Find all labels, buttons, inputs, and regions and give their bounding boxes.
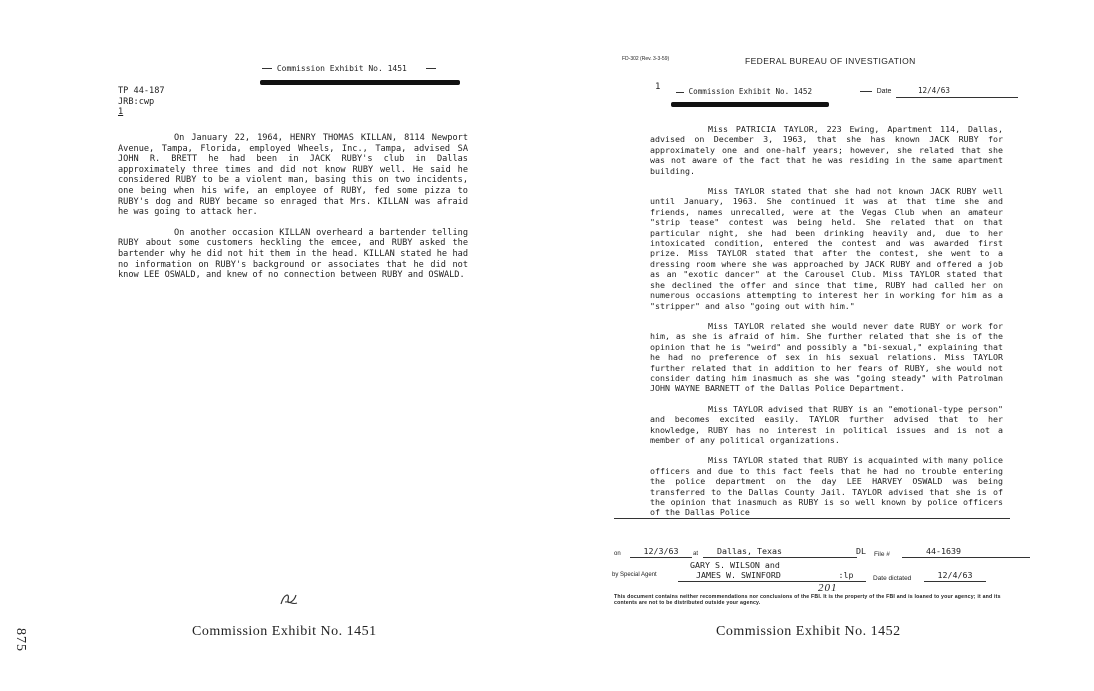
footer-agents-line2 <box>678 570 836 582</box>
handwritten-mark-icon <box>278 590 300 608</box>
date-value: 12/4/63 <box>896 86 1018 98</box>
left-exhibit-header <box>262 64 462 75</box>
right-paragraph: Miss TAYLOR stated that RUBY is acquainted with many police officers and due to this fact feels that he had no trouble entering the police department on the day LEE HARVEY OSWALD was being transferred to the Dallas County Jail. TAYLOR advised that she is of the opinion that inasmuch as RUBY is so well known by police officers of the Dallas Police <box>650 455 1003 518</box>
file-line: 1 <box>118 107 124 118</box>
footer-file-number: 44-1639 <box>902 546 1030 558</box>
footer-on-date: 12/3/63 <box>630 546 692 558</box>
right-exhibit-header-text: Commission Exhibit No. 1452 <box>688 87 813 96</box>
date-label: Date <box>876 88 892 95</box>
right-header-bar <box>671 102 829 107</box>
footer-agents-line1: GARY S. WILSON and <box>690 560 780 570</box>
footer-at-label: at <box>693 551 699 557</box>
footer-on-label: on <box>614 551 621 557</box>
right-caption: Commission Exhibit No. 1452 <box>716 624 901 639</box>
right-paragraph: Miss TAYLOR stated that she had not known JACK RUBY well until January, 1963. She continued it was at that time she and friends, names unrecalled, were at the Vegas Club when an amateur "strip tease" contest was being held. She related that on that particular night, she had been drinking heavily and, due to her intoxicated condition, entered the contest and was awarded first prize. Miss TAYLOR stated that after the contest, she went to a dressing room where she was approached by JACK RUBY and offered a job as an "exotic dancer" at the Carousel Club. Miss TAYLOR stated that she declined the offer and since that time, RUBY had called her on numerous occasions attempting to interest her in working for him as a "stripper" and also "going out with him." <box>650 186 1003 311</box>
footer-initials: :lp <box>826 570 866 582</box>
right-page-number: 1 <box>655 82 661 92</box>
footer-dictated-value: 12/4/63 <box>924 570 986 582</box>
right-paragraph: Miss TAYLOR advised that RUBY is an "emotional-type person" and becomes excited easily. TAYLOR further advised that to her knowledge, RUBY has no interest in political issues and is not a member of any political organizations. <box>650 403 1003 445</box>
left-paragraph: On another occasion KILLAN overheard a bartender telling RUBY about some customers heckling the emcee, and RUBY asked the bartender why he did not hit them in the head. KILLAN stated he had no information on RUBY's background or associates that he did not know LEE OSWALD, and knew of no connection between RUBY and OSWALD. <box>118 227 468 281</box>
form-number: FD-302 (Rev. 3-3-59) <box>622 56 670 62</box>
footer-location: Dallas, Texas <box>703 546 857 558</box>
right-body <box>650 124 1003 528</box>
side-page-number: 875 <box>13 628 28 652</box>
handwritten-number: 201 <box>818 582 838 594</box>
footer-agent-label: by Special Agent <box>612 572 657 578</box>
left-header-bar <box>260 80 460 85</box>
left-body <box>118 133 468 291</box>
file-line: TP 44-187 <box>118 86 165 96</box>
left-file-lines <box>118 86 165 118</box>
left-exhibit-header-text: Commission Exhibit No. 1451 <box>276 64 407 73</box>
right-date <box>860 86 1018 98</box>
right-exhibit-header <box>676 87 812 98</box>
file-line: JRB:cwp <box>118 96 155 107</box>
right-paragraph: Miss TAYLOR related she would never date RUBY or work for him, as she is afraid of him. She further related that she is of the opinion that he is "weird" and possibly a "bi-sexual," explaining that he had no preference of sex in his sexual relations. Miss TAYLOR further related that in addition to her fears of RUBY, she would not consider dating him inasmuch as she was "going steady" with Patrolman JOHN WAYNE BARNETT of the Dallas Police Department. <box>650 320 1003 394</box>
footer-dictated-label: Date dictated <box>873 575 912 582</box>
agency-title: FEDERAL BUREAU OF INVESTIGATION <box>745 56 916 66</box>
right-paragraph: Miss PATRICIA TAYLOR, 223 Ewing, Apartment 114, Dallas, advised on December 3, 1963, that she has known JACK RUBY for approximately one and one-half years; however, she related that she was not aware of the fact that he was residing in the same apartment building. <box>650 124 1003 176</box>
agents-line2-text: JAMES W. SWINFORD <box>696 570 781 580</box>
footer-rule <box>614 518 1010 519</box>
footer-disclaimer: This document contains neither recommendations nor conclusions of the FBI. It is the property of the FBI and is loaned to your agency; it and its contents are not to be distributed outside your agency. <box>614 594 1001 606</box>
left-paragraph: On January 22, 1964, HENRY THOMAS KILLAN, 8114 Newport Avenue, Tampa, Florida, employed Wheels, Inc., Tampa, advised SA JOHN R. BRETT he had been in JACK RUBY's club in Dallas approximately three times and did not know RUBY well. He said he considered RUBY to be a violent man, basing this on two incidents, one being when his wife, an employee of RUBY, fed some pizza to RUBY's dog and RUBY became so enraged that Mrs. KILLAN was afraid he was going to attack her. <box>118 133 468 218</box>
footer-file-prefix: DL <box>856 546 866 556</box>
footer-file-label: File # <box>874 551 890 558</box>
left-caption: Commission Exhibit No. 1451 <box>192 624 377 639</box>
